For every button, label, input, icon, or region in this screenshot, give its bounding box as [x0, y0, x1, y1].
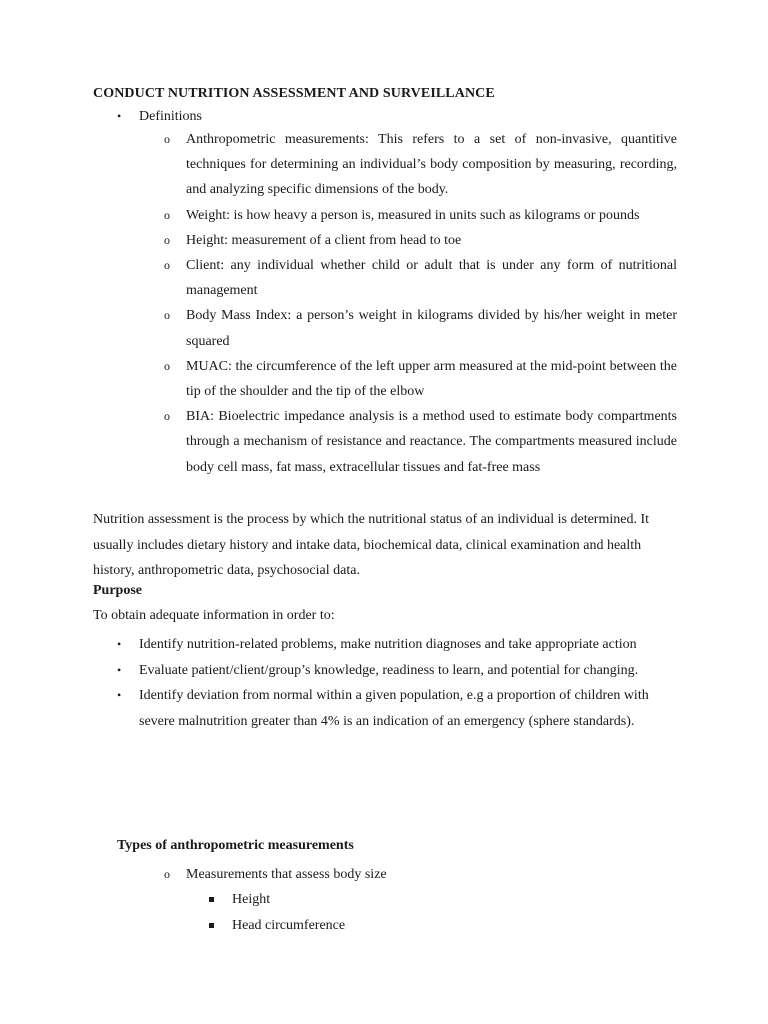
- purpose-heading: Purpose: [93, 583, 142, 598]
- circle-bullet-icon: o: [164, 409, 170, 424]
- purpose-intro: To obtain adequate information in order to:: [93, 608, 335, 623]
- definition-text: MUAC: the circumference of the left upper arm measured at the mid-point between the tip of the shoulder and the tip of the elbow: [186, 358, 677, 400]
- definition-text: BIA: Bioelectric impedance analysis is a method used to estimate body compartments through a mechanism of resistance and reactance. The compartments measured include body cell mass, fat mass, extracellular tissues and fat-free mass: [186, 409, 677, 475]
- body-size-text: Head circumference: [232, 917, 346, 933]
- circle-bullet-icon: o: [164, 358, 170, 373]
- square-bullet-icon: [209, 897, 214, 902]
- circle-bullet-icon: o: [164, 232, 170, 247]
- square-bullet-icon: [209, 923, 214, 928]
- circle-bullet-icon: o: [164, 867, 170, 881]
- definition-item: [164, 253, 677, 303]
- circle-bullet-icon: o: [164, 132, 170, 146]
- definitions-bullet: [117, 104, 677, 129]
- definition-item: [164, 203, 677, 228]
- definition-text: Height: measurement of a client from head to toe: [186, 232, 462, 248]
- definition-text: Anthropometric measurements: This refers to a set of non-invasive, quantitive techniques for determining an individual’s body composition by measuring, recording, and analyzing specific dimensions of the body.: [186, 132, 677, 198]
- bullet-icon: •: [117, 688, 122, 703]
- definitions-label: Definitions: [139, 109, 202, 124]
- document-title: CONDUCT NUTRITION ASSESSMENT AND SURVEILLANCE: [93, 86, 495, 101]
- definition-item: [164, 303, 677, 353]
- types-list: [164, 862, 664, 887]
- body-size-item: [209, 913, 609, 939]
- definition-item: [164, 228, 677, 253]
- definitions-list: [164, 127, 677, 480]
- bullet-icon: •: [117, 662, 122, 677]
- definition-text: Body Mass Index: a person’s weight in kilograms divided by his/her weight in meter squared: [186, 308, 677, 349]
- definition-text: Weight: is how heavy a person is, measured in units such as kilograms or pounds: [186, 207, 640, 223]
- purpose-list: [117, 632, 677, 735]
- types-heading: Types of anthropometric measurements: [117, 838, 354, 853]
- assessment-paragraph: Nutrition assessment is the process by which the nutritional status of an individual is determined. It usually includes dietary history and intake data, biochemical data, clinical examination and health history, anthropometric data, psychosocial data.: [93, 512, 650, 579]
- definition-item: [164, 354, 677, 404]
- body-size-text: Height: [232, 892, 271, 907]
- purpose-text: Identify deviation from normal within a given population, e.g a proportion of children with severe malnutrition greater than 4% is an indication of an emergency (sphere standards).: [139, 688, 649, 730]
- definition-item: [164, 404, 677, 480]
- bullet-icon: •: [117, 637, 122, 651]
- circle-bullet-icon: o: [164, 207, 170, 222]
- body-size-list: [209, 887, 609, 938]
- body-size-item: [209, 887, 609, 913]
- circle-bullet-icon: o: [164, 308, 170, 323]
- definition-text: Client: any individual whether child or adult that is under any form of nutritional management: [186, 258, 677, 299]
- definition-item: [164, 127, 677, 203]
- definitions-section: [117, 104, 677, 129]
- types-text: Measurements that assess body size: [186, 867, 387, 882]
- types-item: [164, 862, 664, 887]
- circle-bullet-icon: o: [164, 258, 170, 273]
- purpose-item: [117, 658, 677, 684]
- bullet-icon: •: [117, 109, 122, 123]
- purpose-text: Evaluate patient/client/group’s knowledge, readiness to learn, and potential for changing.: [139, 662, 639, 678]
- purpose-item: [117, 683, 677, 734]
- purpose-text: Identify nutrition-related problems, make nutrition diagnoses and take appropriate action: [139, 637, 637, 652]
- purpose-item: [117, 632, 677, 658]
